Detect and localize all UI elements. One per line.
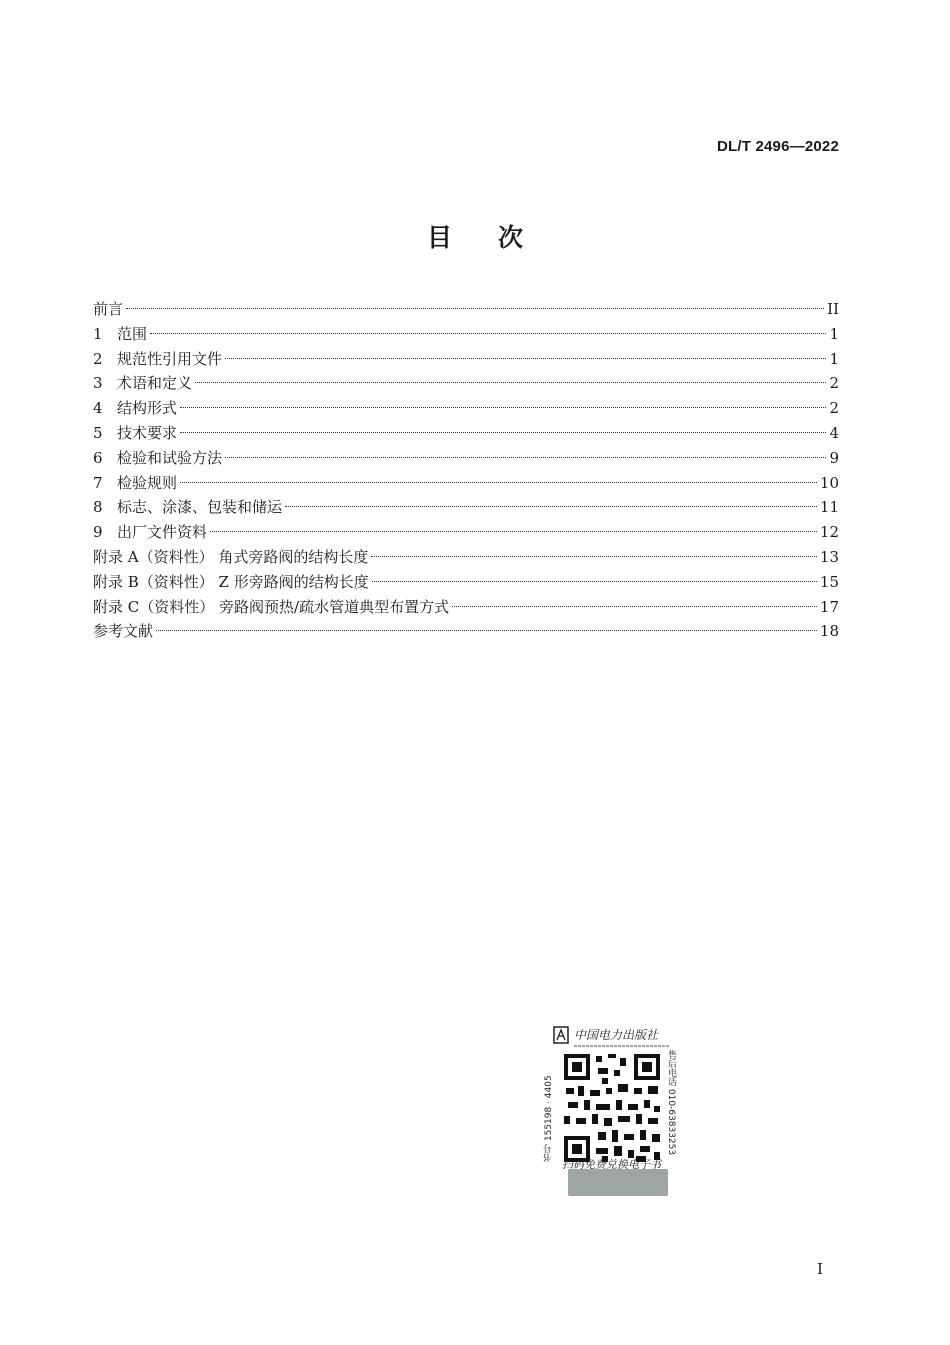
toc-leader-dots [150, 333, 826, 334]
toc-entry-label: 附录 A（资料性） 角式旁路阀的结构长度 [93, 547, 369, 566]
toc-entry-page: 2 [829, 374, 839, 393]
page-title [0, 218, 950, 254]
toc-entry[interactable] [93, 595, 839, 620]
toc-entry-label: 规范性引用文件 [117, 349, 223, 368]
toc-entry[interactable] [93, 495, 839, 520]
toc-leader-dots [180, 482, 817, 483]
toc-leader-dots [285, 506, 817, 507]
toc-entry-page: 2 [829, 399, 839, 418]
toc-entry-page: 4 [829, 423, 839, 442]
toc-entry[interactable] [93, 347, 839, 372]
qr-bottom-band [568, 1169, 668, 1196]
toc-entry-label: 检验规则 [117, 473, 178, 492]
toc-entry-number: 3 [93, 374, 103, 393]
toc-leader-dots [371, 556, 817, 557]
toc-entry-label: 结构形式 [117, 399, 178, 418]
publisher-logo-icon [552, 1024, 677, 1050]
toc-entry[interactable] [93, 421, 839, 446]
toc-leader-dots [452, 606, 817, 607]
toc-entry-number: 1 [93, 324, 103, 343]
toc-entry[interactable] [93, 322, 839, 347]
page-number: I [817, 1260, 823, 1278]
toc-entry-page: 9 [829, 448, 839, 467]
toc-entry-page: 1 [829, 324, 839, 343]
toc-entry-label: 技术要求 [117, 423, 178, 442]
toc-entry-label: 附录 B（资料性） Z 形旁路阀的结构长度 [93, 572, 369, 591]
toc-entry-label: 前言 [93, 300, 124, 318]
toc-entry-number: 2 [93, 349, 103, 368]
toc-leader-dots [210, 531, 817, 532]
title-part-1: 目 [426, 223, 452, 252]
toc-entry-page: 1 [829, 349, 839, 368]
toc-entry[interactable] [93, 471, 839, 496]
toc-entry-label: 术语和定义 [117, 374, 193, 393]
toc-entry[interactable] [93, 396, 839, 421]
toc-leader-dots [225, 457, 826, 458]
qr-bottom-text: 扫码免费兑换电子书 [562, 1158, 661, 1171]
toc-entry-page: 17 [819, 597, 839, 616]
toc-entry-label: 检验和试验方法 [117, 448, 223, 467]
toc-entry-label: 出厂文件资料 [117, 523, 208, 542]
toc-leader-dots [156, 630, 817, 631]
toc-entry-number: 4 [93, 399, 103, 418]
toc-leader-dots [372, 581, 817, 582]
toc-leader-dots [225, 358, 826, 359]
toc-entry[interactable] [93, 520, 839, 545]
toc-entry-label: 参考文献 [93, 622, 154, 641]
toc-leader-dots [180, 432, 826, 433]
toc-entry[interactable] [93, 297, 839, 322]
title-part-2: 次 [498, 223, 524, 252]
book-number: 书号 155198 · 4405 [544, 1075, 554, 1162]
toc-leader-dots [126, 308, 824, 309]
toc-entry[interactable] [93, 371, 839, 396]
toc-entry[interactable] [93, 446, 839, 471]
standard-code: DL/T 2496—2022 [716, 138, 839, 155]
publisher-name: 中国电力出版社 [574, 1028, 659, 1042]
table-of-contents [93, 297, 839, 644]
toc-entry-page: II [827, 300, 839, 318]
toc-entry-number: 8 [93, 498, 103, 517]
toc-leader-dots [180, 407, 826, 408]
toc-entry-page: 18 [819, 622, 839, 641]
toc-entry-page: 13 [819, 547, 839, 566]
toc-entry-label: 范围 [117, 324, 148, 343]
toc-entry[interactable] [93, 545, 839, 570]
toc-entry-page: 15 [819, 572, 839, 591]
toc-entry-number: 9 [93, 523, 103, 542]
toc-leader-dots [195, 382, 826, 383]
qr-sticker [544, 1022, 678, 1200]
toc-entry[interactable] [93, 570, 839, 595]
qr-code-icon [562, 1052, 662, 1164]
toc-entry-number: 7 [93, 473, 103, 492]
toc-entry-number: 6 [93, 448, 103, 467]
toc-entry-page: 12 [819, 523, 839, 542]
service-phone: 售后电话 010-63833253 [666, 1050, 676, 1156]
toc-entry-page: 10 [819, 473, 839, 492]
toc-entry-number: 5 [93, 423, 103, 442]
toc-entry[interactable] [93, 619, 839, 644]
toc-entry-label: 标志、涂漆、包装和储运 [117, 498, 283, 517]
toc-entry-label: 附录 C（资料性） 旁路阀预热/疏水管道典型布置方式 [93, 597, 450, 616]
toc-entry-page: 11 [819, 498, 839, 517]
